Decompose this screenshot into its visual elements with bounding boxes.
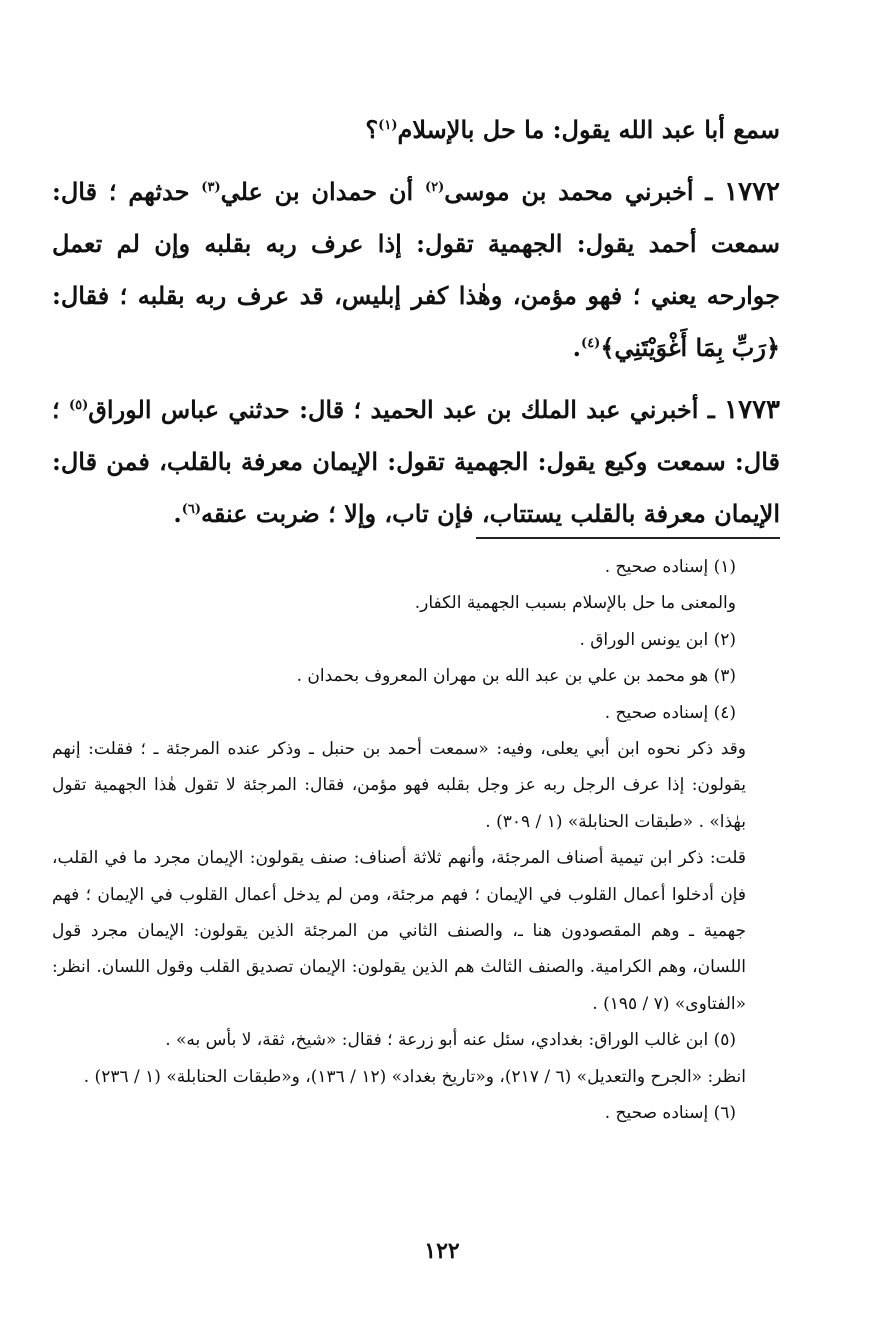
footnotes-block — [52, 549, 780, 1132]
footnote-6: (٦) إسناده صحيح . — [604, 1103, 736, 1124]
footnote-3: (٣) هو محمد بن علي بن عبد الله بن مهران المعروف بحمدان . — [296, 666, 736, 687]
footnote-ref-1[interactable]: (١) — [378, 118, 398, 133]
footnote-2: (٢) ابن يونس الوراق . — [579, 629, 736, 650]
footnote-1-continued: والمعنى ما حل بالإسلام بسبب الجهمية الكفار. — [414, 593, 736, 614]
main-paragraph-intro: سمع أبا عبد الله يقول: ما حل بالإسلام$^{(١)}$؟ — [365, 115, 780, 144]
footnote-5: (٥) ابن غالب الوراق: بغدادي، سئل عنه أبو زرعة ؛ فقال: «شيخ، ثقة، لا بأس به» . — [165, 1030, 736, 1051]
main-text-block — [52, 104, 780, 540]
footnote-ref-6[interactable]: (٦) — [181, 502, 201, 517]
main-paragraph-1772: ١٧٧٢ ـ أخبرني محمد بن موسى$^{(٢)}$ أن حمدان بن علي$^{(٣)}$ حدثهم ؛ قال: سمعت أحمد يقول: الجهمية تقول: إذا عرف ربه بقلبه وإن لم تعمل جوارحه يعني ؛ فهو مؤمن، وهٰذا كفر إبليس، قد عرف ربه بقلبه ؛ فقال: ﴿رَبِّ بِمَا أَغْوَيْتَنِي﴾$^{(٤)}$. — [52, 177, 780, 362]
footnote-1: (١) إسناده صحيح . — [604, 557, 736, 577]
footnote-ref-2[interactable]: (٢) — [424, 180, 445, 195]
narration-number-1773: ١٧٧٣ — [724, 395, 781, 425]
footnote-5-continued: انظر: «الجرح والتعديل» (٦ / ٢١٧)، و«تاريخ بغداد» (١٢ / ١٣٦)، و«طبقات الحنابلة» (١ / ٢٣٦) . — [83, 1066, 746, 1087]
footnote-4: (٤) إسناده صحيح . — [604, 702, 736, 723]
footnote-ref-3[interactable]: (٣) — [201, 180, 221, 195]
main-paragraph-1773: ١٧٧٣ ـ أخبرني عبد الملك بن عبد الحميد ؛ قال: حدثني عباس الوراق$^{(٥)}$ ؛ قال: سمعت وكيع يقول: الجهمية تقول: الإيمان معرفة بالقلب، فمن قال: الإيمان معرفة بالقلب يستتاب، فإن تاب، وإلا ؛ ضربت عنقه$^{(٦)}$. — [52, 395, 781, 528]
footnote-4-continued: وقد ذكر نحوه ابن أبي يعلى، وفيه: «سمعت أحمد بن حنبل ـ وذكر عنده المرجئة ـ ؛ فقلت: إنهم يقولون: إذا عرف الرجل ربه عز وجل بقلبه فهو مؤمن، فقال: المرجئة لا تقول هٰذا الجهمية تقول بهٰذا» . «طبقات الحنابلة» (١ / ٣٠٩) . — [52, 739, 746, 832]
footnote-4-note: قلت: ذكر ابن تيمية أصناف المرجئة، وأنهم ثلاثة أصناف: صنف يقولون: الإيمان مجرد ما في القلب، فإن أدخلوا أعمال القلوب في الإيمان ؛ فهم مرجئة، ومن لم يدخل أعمال القلوب في الإيمان ؛ فهم جهمية ـ وهم المقصودون هنا ـ، والصنف الثاني من المرجئة الذين يقولون: الإيمان مجرد قول اللسان، وهم الكرامية. والصنف الثالث هم الذين يقولون: الإيمان تصديق القلب وقول اللسان. انظر: «الفتاوى» (٧ / ١٩٥) . — [52, 848, 746, 1014]
footnote-ref-4[interactable]: (٤) — [581, 336, 601, 351]
narration-number-1772: ١٧٧٢ — [724, 177, 780, 207]
footnote-divider — [476, 537, 780, 539]
page-number: ١٢٢ — [424, 1238, 460, 1264]
footnote-ref-5[interactable]: (٥) — [68, 398, 89, 413]
quran-verse: ﴿رَبِّ بِمَا أَغْوَيْتَنِي﴾ — [600, 333, 780, 362]
